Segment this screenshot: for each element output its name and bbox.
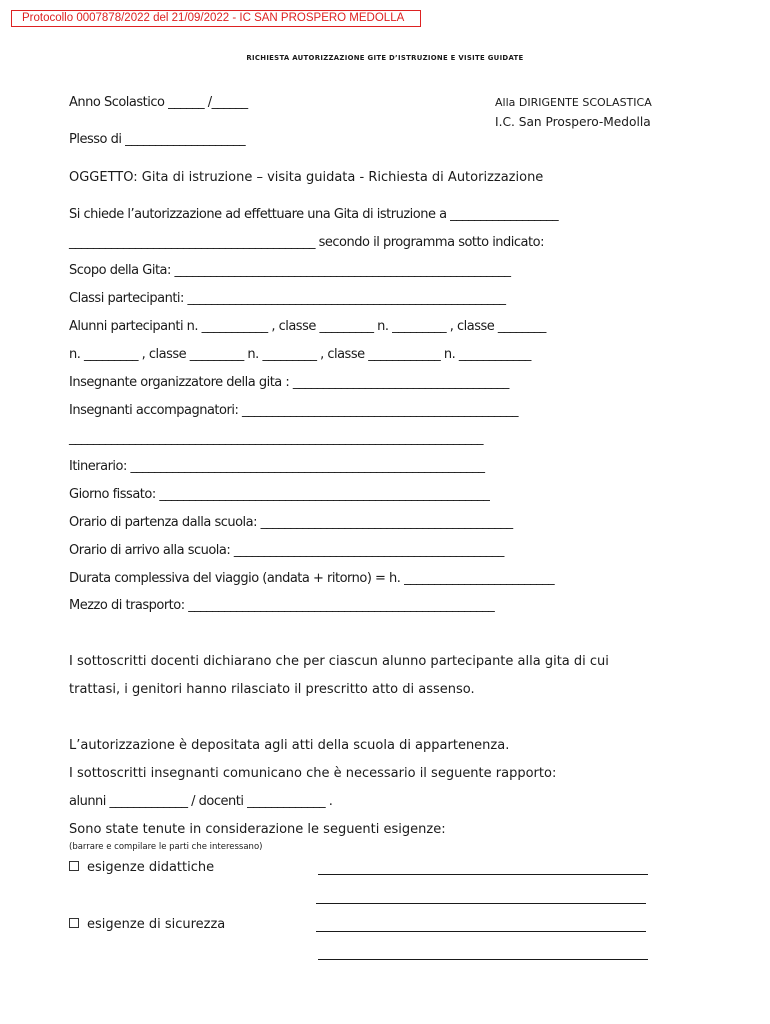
checkbox-sicurezza[interactable] [69,918,79,928]
esigenze-title: Sono state tenute in considerazione le seguenti esigenze: [69,822,446,837]
rapporto-intro: I sottoscritti insegnanti comunicano che è necessario il seguente rapporto: [69,766,557,781]
oggetto-line: OGGETTO: Gita di istruzione – visita guidata - Richiesta di Autorizzazione [69,170,544,185]
recipient-line-2: I.C. San Prospero-Medolla [495,115,651,129]
dichiarazione-line-2: trattasi, i genitori hanno rilasciato il prescritto atto di assenso. [69,682,475,697]
organizzatore-field[interactable]: Insegnante organizzatore della gita : ____________________________________ [69,375,509,390]
sicurezza-line-2[interactable] [318,959,648,960]
esigenze-didattiche-option[interactable] [69,860,214,876]
recipient-line-1: Alla DIRIGENTE SCOLASTICA [495,96,652,109]
itinerario-field[interactable]: Itinerario: ___________________________________________________________ [69,459,485,474]
deposito-line: L’autorizzazione è depositata agli atti della scuola di appartenenza. [69,738,510,753]
anno-scolastico-field[interactable]: Anno Scolastico ______ /______ [69,95,248,110]
dichiarazione-line-1: I sottoscritti docenti dichiarano che per ciascun alunno partecipante alla gita di cui [69,654,609,669]
checkbox-didattiche[interactable] [69,861,79,871]
programma-field[interactable]: _________________________________________ secondo il programma sotto indicato: [69,235,544,250]
didattiche-line-2[interactable] [316,903,646,904]
durata-field[interactable]: Durata complessiva del viaggio (andata + ritorno) = h. _________________________ [69,571,555,586]
protocol-stamp: Protocollo 0007878/2022 del 21/09/2022 - IC SAN PROSPERO MEDOLLA [11,10,421,27]
esigenze-sicurezza-label: esigenze di sicurezza [87,917,226,932]
esigenze-didattiche-label: esigenze didattiche [87,860,215,875]
didattiche-line-1[interactable] [318,874,648,875]
mezzo-trasporto-field[interactable]: Mezzo di trasporto: ___________________________________________________ [69,598,495,613]
orario-partenza-field[interactable]: Orario di partenza dalla scuola: __________________________________________ [69,515,513,530]
sicurezza-line-1[interactable] [316,931,646,932]
page-title: RICHIESTA AUTORIZZAZIONE GITE D’ISTRUZIONE E VISITE GUIDATE [246,54,524,62]
scopo-field[interactable]: Scopo della Gita: ________________________________________________________ [69,263,511,278]
alunni-field-row-1[interactable]: Alunni partecipanti n. ___________ , classe _________ n. _________ , classe ________ [69,319,546,334]
plesso-field[interactable]: Plesso di ____________________ [69,132,246,147]
accompagnatori-field[interactable]: Insegnanti accompagnatori: ______________________________________________ [69,403,518,418]
orario-arrivo-field[interactable]: Orario di arrivo alla scuola: _____________________________________________ [69,543,504,558]
alunni-field-row-2[interactable]: n. _________ , classe _________ n. _________ , classe ____________ n. ____________ [69,347,531,362]
destinazione-field[interactable]: Si chiede l’autorizzazione ad effettuare una Gita di istruzione a __________________ [69,207,559,222]
accompagnatori-extra-field[interactable]: _____________________________________________________________________ [69,431,483,446]
classi-field[interactable]: Classi partecipanti: _____________________________________________________ [69,291,506,306]
esigenze-note: (barrare e compilare le parti che interessano) [69,842,263,852]
esigenze-sicurezza-option[interactable] [69,917,225,933]
rapporto-field[interactable]: alunni _____________ / docenti _____________ . [69,794,333,809]
giorno-field[interactable]: Giorno fissato: _______________________________________________________ [69,487,490,502]
